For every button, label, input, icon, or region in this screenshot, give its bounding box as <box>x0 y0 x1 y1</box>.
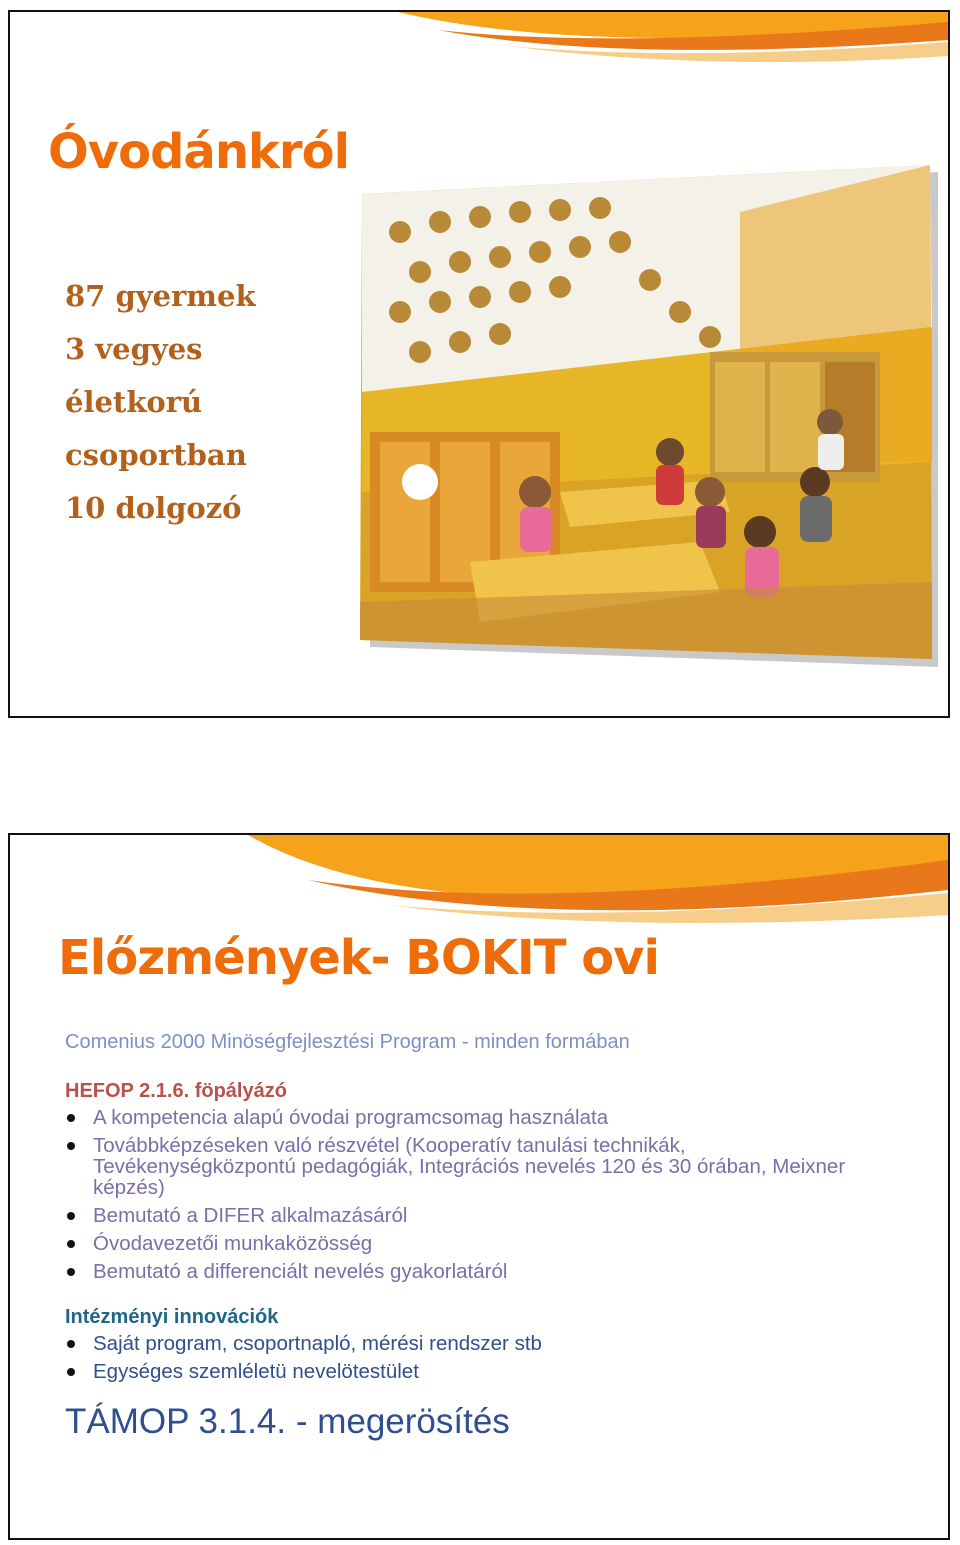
list-item: Óvodavezetői munkaközösség <box>65 1233 885 1254</box>
stat-age: életkorú <box>65 385 203 419</box>
section-hefop-list <box>65 1107 885 1282</box>
list-item: Saját program, csoportnapló, mérési rendszer stb <box>65 1333 885 1354</box>
tamop-footer: TÁMOP 3.1.4. - megerösítés <box>65 1402 510 1441</box>
list-item: Bemutató a differenciált nevelés gyakorlatáról <box>65 1261 885 1282</box>
list-item: Bemutató a DIFER alkalmazásáról <box>65 1205 885 1226</box>
section-hefop-title: HEFOP 2.1.6. föpályázó <box>65 1080 287 1102</box>
stat-children: 87 gyermek <box>65 279 256 313</box>
header-swoosh-decoration <box>288 12 948 72</box>
slide-elozmenyek <box>8 833 950 1540</box>
slide-content <box>65 1031 885 1442</box>
slide-ovodankrol <box>8 10 950 718</box>
stats-list <box>65 270 256 535</box>
slide-title: Óvodánkról <box>48 124 350 180</box>
header-swoosh-decoration <box>188 835 948 930</box>
intro-line: Comenius 2000 Minöségfejlesztési Program - minden formában <box>65 1031 630 1053</box>
stat-groups: 3 vegyes <box>65 332 203 366</box>
section-innovations-title: Intézményi innovációk <box>65 1306 279 1328</box>
section-innovations-list <box>65 1333 885 1382</box>
list-item: A kompetencia alapú óvodai programcsomag használata <box>65 1107 885 1128</box>
list-item: Egységes szemléletü nevelötestület <box>65 1361 885 1382</box>
classroom-photo <box>360 162 940 672</box>
stat-staff: 10 dolgozó <box>65 491 242 525</box>
slide-title: Előzmények- BOKIT ovi <box>58 930 659 986</box>
list-item: Továbbképzéseken való részvétel (Kooperatív tanulási technikák, Tevékenységközpontú pedagógiák, Integrációs nevelés 120 és 30 órában, Meixner képzés) <box>65 1135 885 1198</box>
stat-group-word: csoportban <box>65 438 247 472</box>
